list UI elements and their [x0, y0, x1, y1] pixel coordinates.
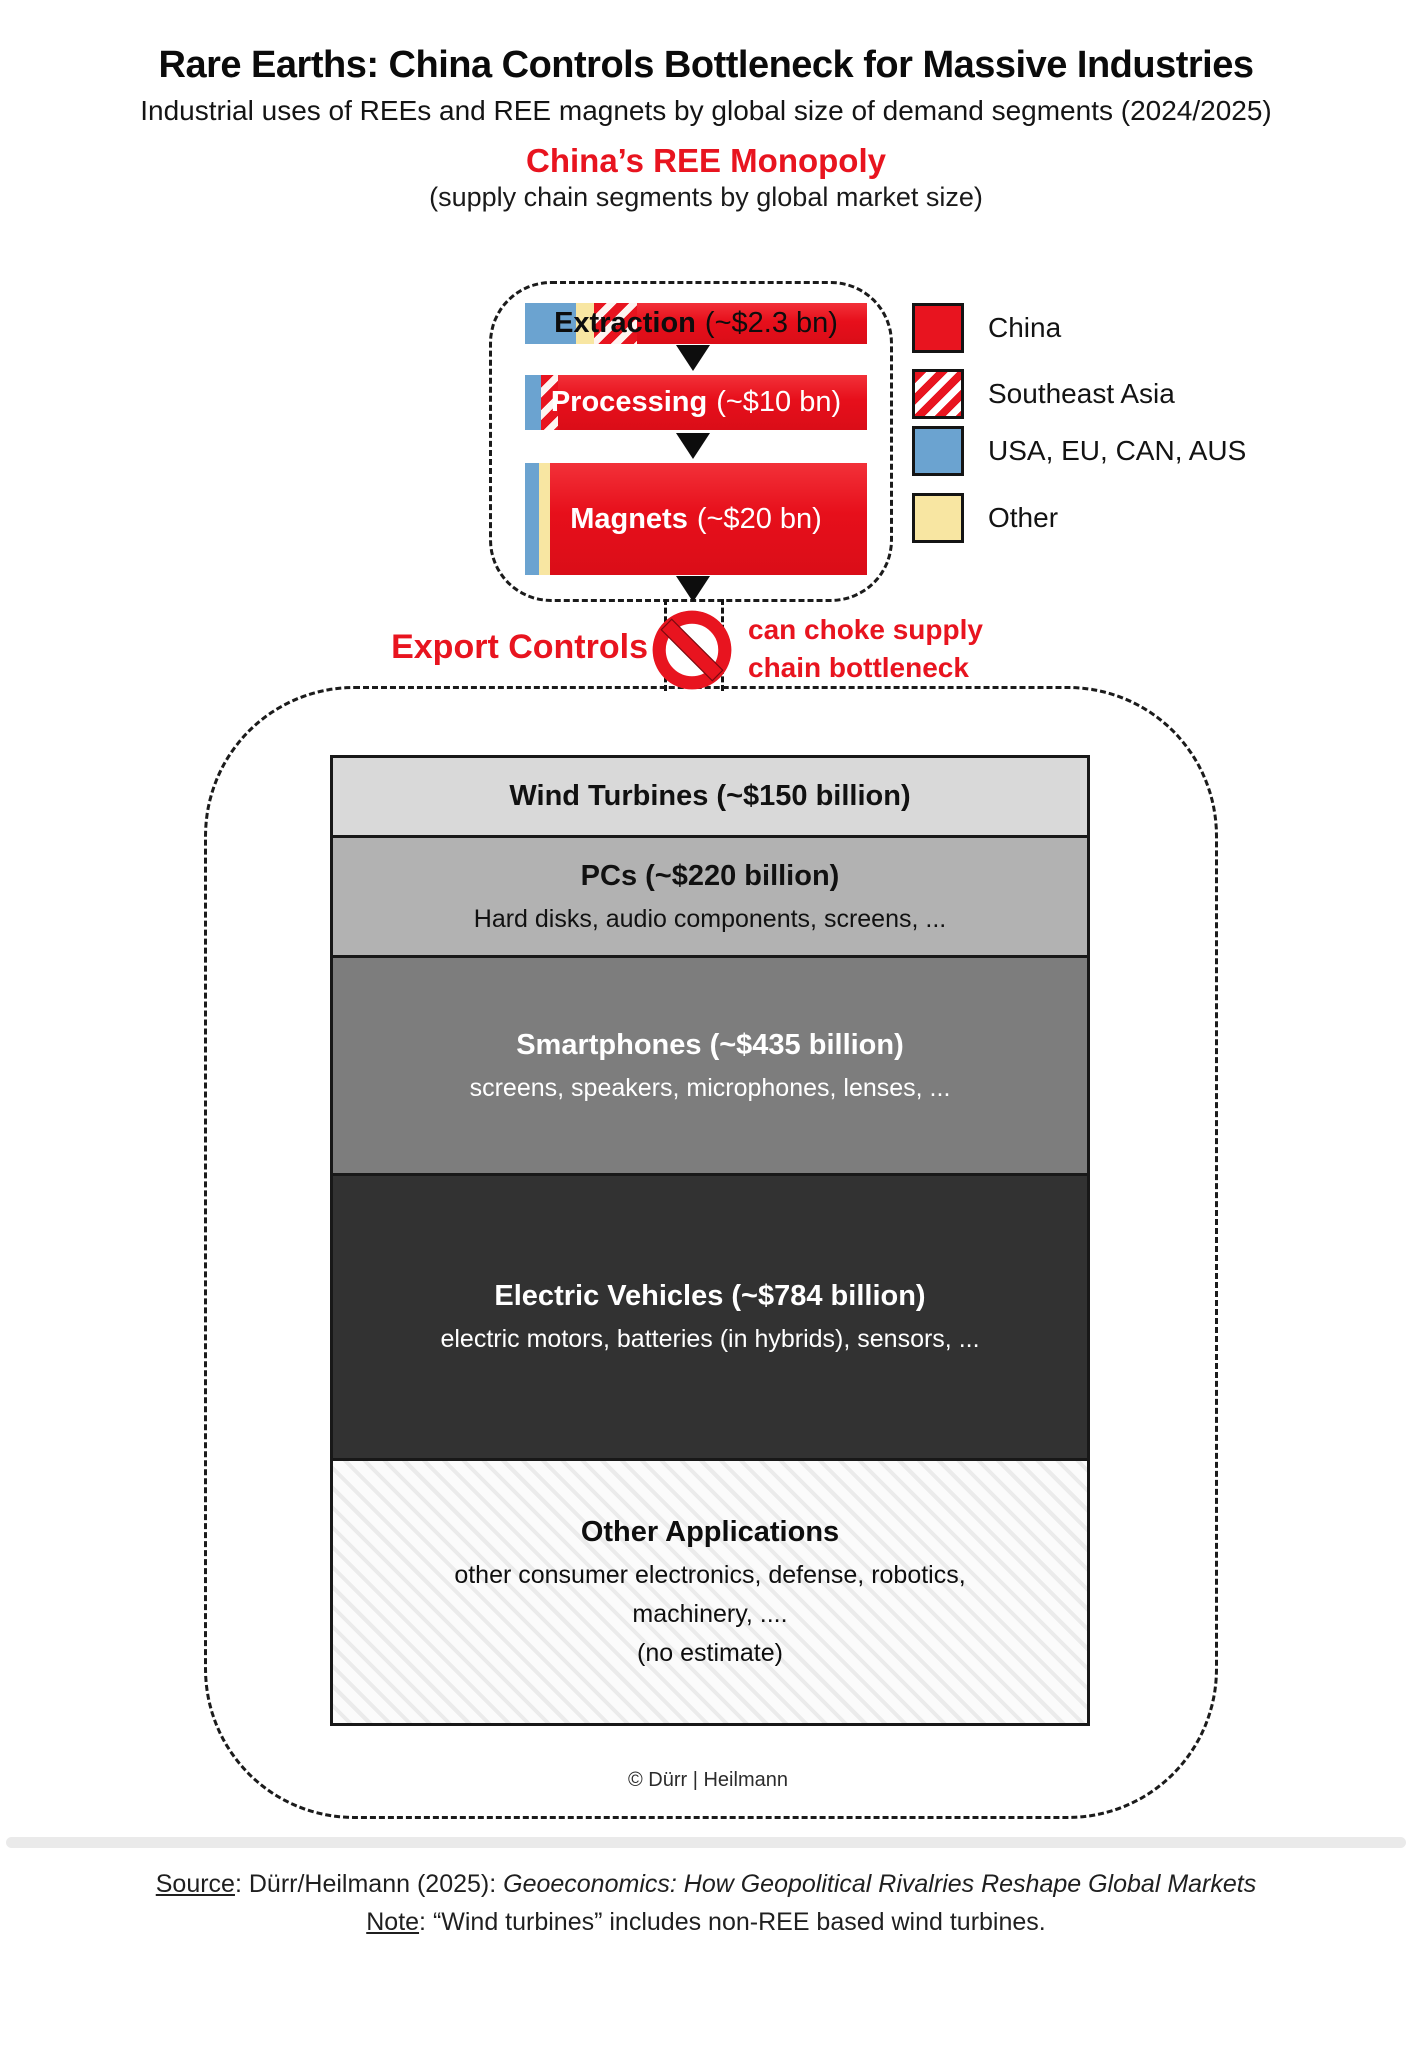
legend-item-other — [912, 493, 1058, 543]
divider-bar — [6, 1837, 1406, 1848]
down-arrow-icon — [676, 433, 710, 459]
source-line — [0, 1870, 1412, 1899]
down-arrow-icon — [676, 576, 710, 602]
section-title: Electric Vehicles (~$784 billion) — [494, 1280, 926, 1312]
legend-item-southeast-asia — [912, 369, 1175, 419]
page-subtitle: Industrial uses of REEs and REE magnets by global size of demand segments (2024/2025) — [140, 95, 1272, 126]
section-subtitle: other consumer electronics, defense, robotics, — [454, 1561, 966, 1589]
magnets-bar — [525, 463, 867, 575]
extraction-value: (~$2.3 bn) — [704, 307, 838, 339]
processing-value: (~$10 bn) — [716, 386, 842, 418]
section-subtitle: machinery, .... — [632, 1600, 788, 1628]
source-book-title: Geoeconomics: How Geopolitical Rivalries Reshape Global Markets — [503, 1870, 1257, 1898]
source-label: Source — [155, 1870, 235, 1898]
processing-name: Processing — [550, 386, 708, 418]
export-controls-label: Export Controls — [391, 628, 648, 666]
page-title: Rare Earths: China Controls Bottleneck for Massive Industries — [158, 44, 1254, 86]
legend-item-allies — [912, 426, 1246, 476]
note-label: Note — [366, 1908, 420, 1936]
export-controls-caption — [748, 611, 983, 687]
applications-stack — [330, 755, 1090, 1726]
magnets-name: Magnets — [570, 502, 688, 535]
monopoly-title: China’s REE Monopoly — [526, 142, 886, 179]
credit: © Dürr | Heilmann — [628, 1769, 788, 1791]
section-subtitle: Hard disks, audio components, screens, ... — [473, 904, 947, 933]
extraction-name: Extraction — [554, 307, 696, 339]
magnets-label — [525, 463, 867, 575]
extraction-label — [525, 303, 867, 344]
caption-line-2: chain bottleneck — [748, 652, 969, 683]
section-electric-vehicles — [333, 1173, 1087, 1458]
processing-label — [525, 375, 867, 430]
note-line — [0, 1908, 1412, 1937]
source-text: : Dürr/Heilmann (2025): — [234, 1870, 504, 1898]
legend — [912, 303, 1332, 563]
section-subtitle: (no estimate) — [637, 1639, 783, 1667]
section-pcs — [333, 835, 1087, 955]
magnets-value: (~$20 bn) — [696, 502, 822, 535]
southeast-asia-swatch — [912, 369, 964, 419]
processing-bar — [525, 375, 867, 430]
section-smartphones — [333, 955, 1087, 1173]
section-title: Smartphones (~$435 billion) — [516, 1028, 904, 1061]
note-text: : “Wind turbines” includes non-REE based wind turbines. — [419, 1908, 1046, 1936]
extraction-bar — [525, 303, 867, 344]
section-wind-turbines — [333, 758, 1087, 835]
caption-line-1: can choke supply — [748, 614, 983, 645]
allies-swatch — [912, 426, 964, 476]
section-other-applications — [333, 1458, 1087, 1723]
section-title: PCs (~$220 billion) — [580, 859, 840, 892]
section-subtitle: electric motors, batteries (in hybrids), sensors, ... — [440, 1325, 980, 1353]
monopoly-subtitle: (supply chain segments by global market size) — [429, 182, 983, 212]
section-title: Wind Turbines (~$150 billion) — [509, 780, 911, 812]
down-arrow-icon — [676, 345, 710, 371]
legend-label: USA, EU, CAN, AUS — [988, 435, 1247, 466]
legend-item-china — [912, 303, 1061, 353]
legend-label: Southeast Asia — [988, 378, 1175, 409]
section-subtitle: screens, speakers, microphones, lenses, ... — [469, 1073, 951, 1102]
legend-label: Other — [988, 502, 1059, 533]
china-swatch — [912, 303, 964, 353]
other-swatch — [912, 493, 964, 543]
legend-label: China — [988, 312, 1062, 343]
section-title: Other Applications — [580, 1516, 840, 1548]
no-entry-icon — [651, 609, 733, 691]
